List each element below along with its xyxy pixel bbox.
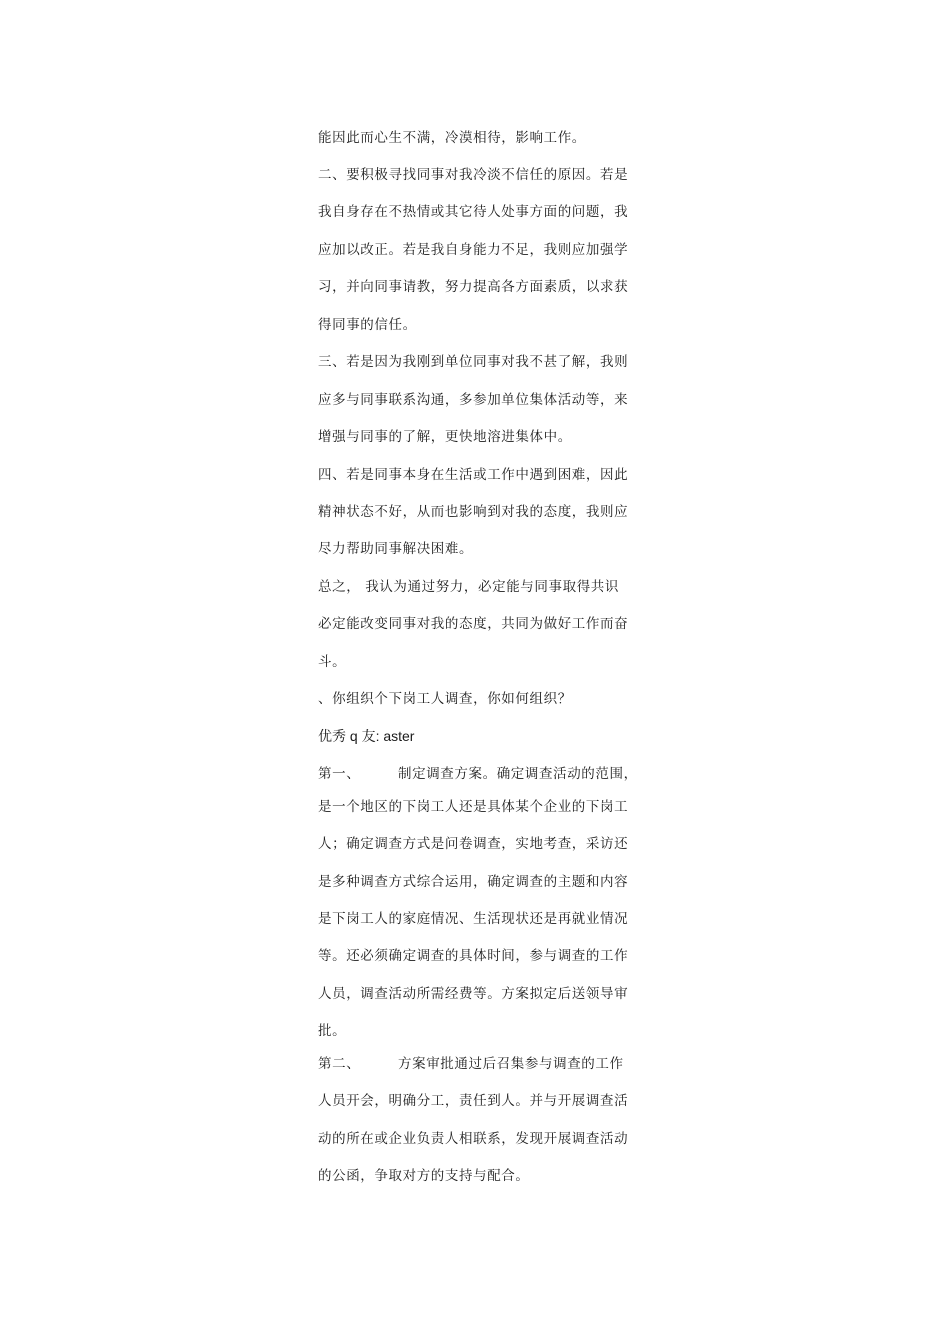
text-line: 三、若是因为我刚到单位同事对我不甚了解，我则: [318, 354, 629, 370]
text-line: 二、要积极寻找同事对我冷淡不信任的原因。若是: [318, 167, 629, 183]
text-line: 人；确定调查方式是问卷调查，实地考查，采访还: [318, 836, 629, 852]
question-heading: 、你组织个下岗工人调查，你如何组织？: [318, 691, 572, 707]
text-line: 我自身存在不热情或其它待人处事方面的问题，我: [318, 204, 629, 220]
text-line: 应多与同事联系沟通，多参加单位集体活动等，来: [318, 392, 629, 408]
text-line: 四、若是同事本身在生活或工作中遇到困难，因此: [318, 467, 629, 483]
text-line: 人员，调查活动所需经费等。方案拟定后送领导审: [318, 986, 629, 1002]
text-line: 增强与同事的了解，更快地溶进集体中。: [318, 429, 572, 445]
text-line: 习，并向同事请教，努力提高各方面素质，以求获: [318, 279, 629, 295]
step-two-label: 第二、: [318, 1056, 361, 1072]
text-line: 是一个地区的下岗工人还是具体某个企业的下岗工: [318, 799, 629, 815]
step-one-text: 制定调查方案。确定调查活动的范围，: [398, 766, 638, 782]
step-two-line: [318, 1055, 624, 1073]
text-line: 能因此而心生不满，冷漠相待，影响工作。: [318, 130, 586, 146]
text-line: 人员开会，明确分工，责任到人。并与开展调查活: [318, 1093, 629, 1109]
text-line: 得同事的信任。: [318, 317, 417, 333]
step-two-text: 方案审批通过后召集参与调查的工作: [398, 1056, 624, 1072]
text-line: 是下岗工人的家庭情况、生活现状还是再就业情况: [318, 911, 629, 927]
text-line: 是多种调查方式综合运用，确定调查的主题和内容: [318, 874, 629, 890]
text-line: 总之， 我认为通过努力，必定能与同事取得共识: [318, 579, 619, 595]
text-line: 动的所在或企业负责人相联系，发现开展调查活动: [318, 1131, 629, 1147]
text-line: 必定能改变同事对我的态度，共同为做好工作而奋: [318, 616, 629, 632]
text-line: 的公函，争取对方的支持与配合。: [318, 1168, 530, 1184]
text-line: 尽力帮助同事解决困难。: [318, 541, 474, 557]
text-line: 等。还必须确定调查的具体时间，参与调查的工作: [318, 948, 629, 964]
text-line: 精神状态不好，从而也影响到对我的态度，我则应: [318, 504, 629, 520]
text-line: 应加以改正。若是我自身能力不足，我则应加强学: [318, 242, 629, 258]
step-one-line: [318, 765, 638, 783]
step-one-label: 第一、: [318, 766, 361, 782]
text-line: 批。: [318, 1023, 347, 1039]
text-line: 斗。: [318, 654, 347, 670]
answer-author: 优秀 q 友: aster: [318, 728, 415, 744]
